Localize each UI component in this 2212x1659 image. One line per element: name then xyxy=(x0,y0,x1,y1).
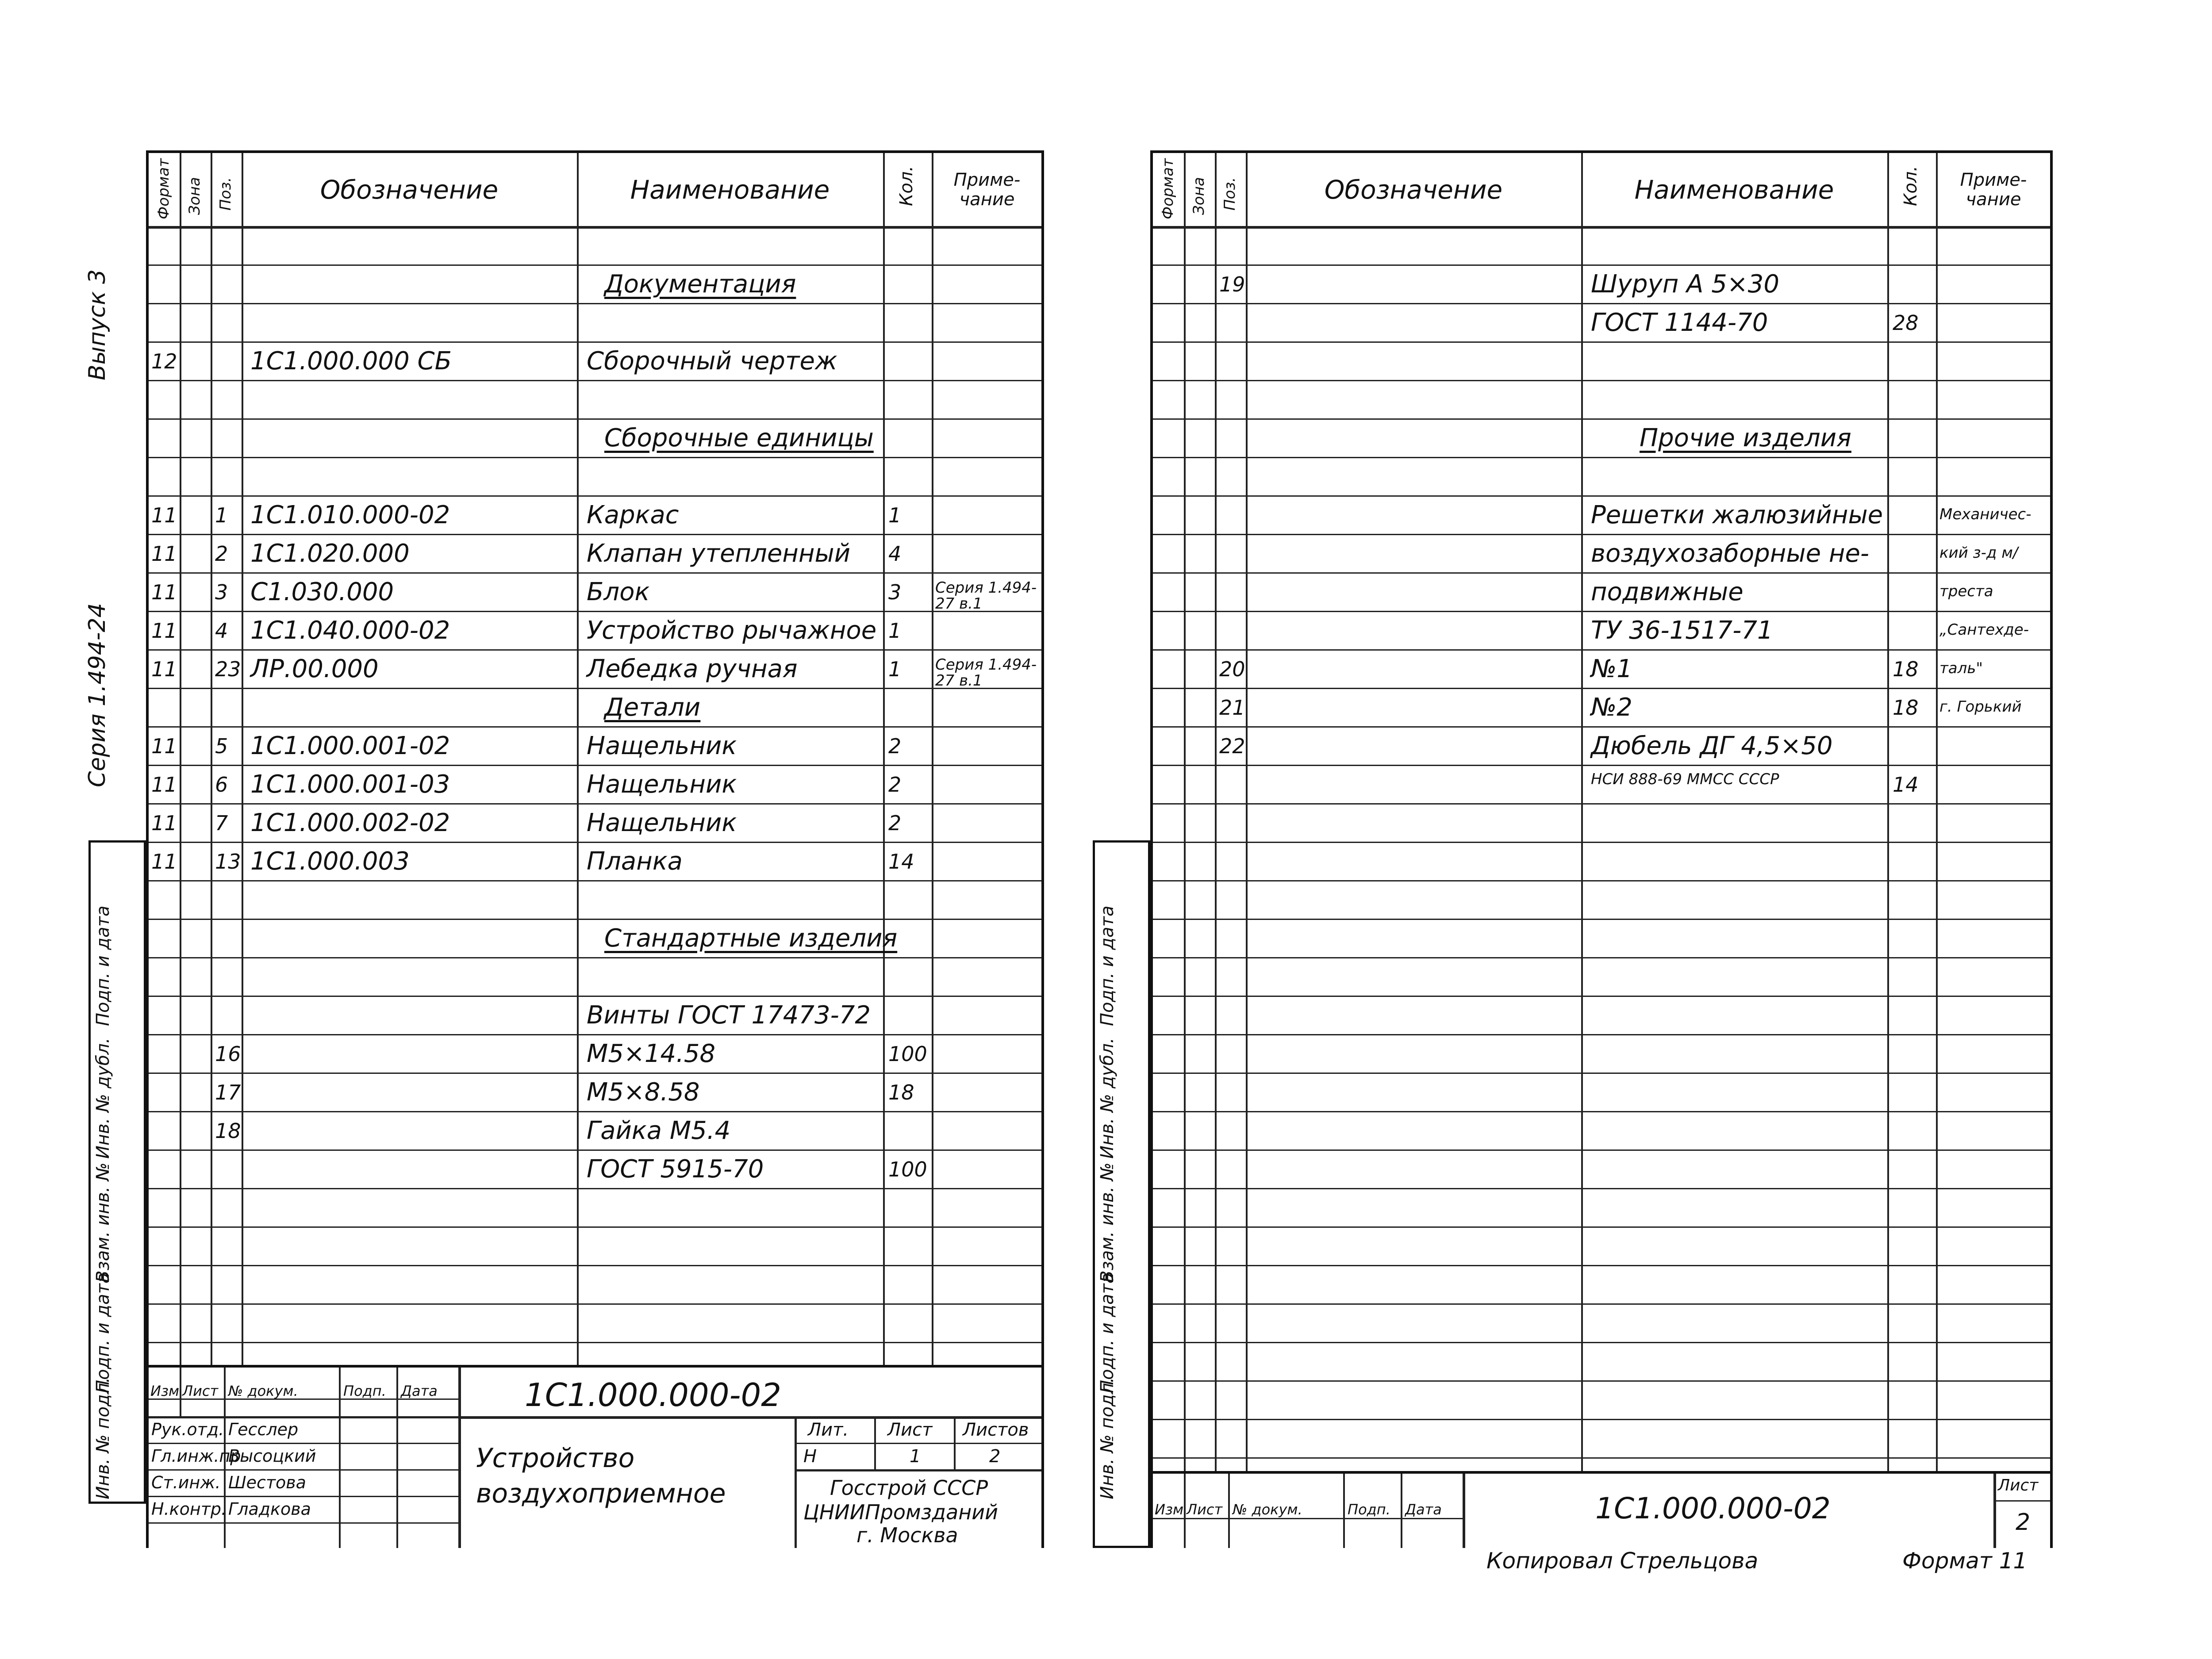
row-line xyxy=(149,534,1041,535)
header-note: Приме-чание xyxy=(953,169,1021,210)
row-format: 11 xyxy=(151,773,177,797)
row-note: „Сантехде- xyxy=(1939,621,2029,639)
row-pos: 1 xyxy=(215,503,228,527)
tb-col-label: № докум. xyxy=(1233,1501,1302,1518)
tb-col-label: Дата xyxy=(1405,1501,1442,1518)
row-qty: 2 xyxy=(888,811,902,835)
row-qty: 1 xyxy=(888,619,902,643)
org-line-3: г. Москва xyxy=(856,1523,958,1547)
row-pos: 17 xyxy=(215,1080,241,1104)
row-pos: 13 xyxy=(215,850,241,874)
row-line xyxy=(149,1149,1041,1151)
header-zone-2: Зона xyxy=(1190,177,1208,215)
row-name: Шуруп А 5×30 xyxy=(1591,270,1780,299)
row-qty: 100 xyxy=(888,1157,927,1181)
side-strip-label: Инв. № дубл. xyxy=(1097,1038,1118,1159)
spec-sheet-2 xyxy=(1150,150,2053,1548)
tb-person: Высоцкий xyxy=(228,1446,316,1466)
row-designation: С1.030.000 xyxy=(250,578,394,606)
tb-person: Гладкова xyxy=(228,1499,311,1519)
row-line xyxy=(149,996,1041,997)
org-line-2: ЦНИИПромзданий xyxy=(803,1500,998,1524)
row-name: воздухозаборные не- xyxy=(1591,539,1870,568)
row-line xyxy=(149,803,1041,805)
row-name: Блок xyxy=(587,578,650,606)
tb-role: Ст.инж. xyxy=(151,1473,221,1492)
row-qty: 1 xyxy=(888,503,902,527)
row-designation: ЛР.00.000 xyxy=(250,655,379,683)
row-qty: 1 xyxy=(888,657,902,681)
row-line xyxy=(1153,1342,2050,1343)
side-strip-label: Инв. № подл. xyxy=(1097,1377,1118,1499)
row-name: Устройство рычажное xyxy=(587,616,877,645)
side-strip-label: Взам. инв. № xyxy=(93,1162,113,1283)
row-line xyxy=(1153,1457,2050,1459)
row-line xyxy=(149,457,1041,458)
row-pos: 3 xyxy=(215,580,228,604)
row-qty: 18 xyxy=(1893,657,1919,681)
row-name: Каркас xyxy=(587,501,679,529)
row-name: М5×8.58 xyxy=(587,1078,700,1107)
row-line xyxy=(1153,1380,2050,1382)
row-qty: 2 xyxy=(888,773,902,797)
row-qty: 100 xyxy=(888,1042,927,1066)
title-block-2 xyxy=(1153,1471,2050,1548)
row-line xyxy=(149,1342,1041,1343)
row-pos: 7 xyxy=(215,811,228,835)
side-strip-label: Взам. инв. № xyxy=(1097,1162,1118,1283)
row-line xyxy=(1153,1226,2050,1228)
sheets-value: 2 xyxy=(989,1446,1001,1467)
doc-code-2: 1С1.000.000-02 xyxy=(1595,1491,1831,1525)
row-name: Решетки жалюзийные xyxy=(1591,501,1883,529)
row-line xyxy=(1153,1073,2050,1074)
row-format: 11 xyxy=(151,542,177,566)
side-strip-label: Подп. и дата xyxy=(1097,1272,1118,1393)
row-pos: 2 xyxy=(215,542,228,566)
tb-col-label: Лист xyxy=(182,1383,219,1399)
tb-role: Рук.отд. xyxy=(151,1420,224,1439)
row-line xyxy=(149,303,1041,304)
row-note: треста xyxy=(1939,582,1993,600)
sheet-value-2: 2 xyxy=(2016,1509,2031,1536)
row-pos: 16 xyxy=(215,1042,241,1066)
row-line xyxy=(1153,1149,2050,1151)
row-line xyxy=(149,495,1041,497)
row-name: Нащельник xyxy=(587,808,737,837)
row-format: 11 xyxy=(151,619,177,643)
row-designation: 1С1.020.000 xyxy=(250,539,410,568)
row-note: кий з-д м/ xyxy=(1939,544,2018,562)
row-line xyxy=(149,880,1041,881)
header-pos-2: Поз. xyxy=(1221,177,1239,211)
row-pos: 22 xyxy=(1219,734,1245,758)
tb-col-label: № докум. xyxy=(228,1383,298,1399)
side-strip-label: Подп. и дата xyxy=(93,905,113,1026)
product-title: Устройство воздухоприемное xyxy=(476,1443,726,1509)
tb-person: Гесслер xyxy=(228,1420,299,1439)
row-line xyxy=(1153,572,2050,574)
tb-col-label: Подп. xyxy=(343,1383,386,1399)
row-line xyxy=(149,418,1041,420)
header-zone: Зона xyxy=(186,177,204,215)
row-line xyxy=(1153,418,2050,420)
row-line xyxy=(1153,1111,2050,1112)
row-name: Нащельник xyxy=(587,770,737,799)
row-line xyxy=(149,572,1041,574)
header-designation: Обозначение xyxy=(320,174,499,205)
row-line xyxy=(1153,495,2050,497)
row-line xyxy=(149,726,1041,728)
row-line xyxy=(1153,1034,2050,1035)
row-line xyxy=(1153,919,2050,920)
row-name: Нащельник xyxy=(587,732,737,760)
row-line xyxy=(149,919,1041,920)
row-designation: 1С1.010.000-02 xyxy=(250,501,450,529)
header-name: Наименование xyxy=(630,174,830,205)
row-name: НСИ 888-69 ММСС СССР xyxy=(1591,770,1779,788)
row-line xyxy=(1153,457,2050,458)
sheets-label: Листов xyxy=(963,1420,1029,1440)
sheet-label-2: Лист xyxy=(1998,1476,2039,1494)
row-format: 12 xyxy=(151,349,177,373)
row-pos: 23 xyxy=(215,657,241,681)
row-line xyxy=(149,1073,1041,1074)
row-name: Гайка М5.4 xyxy=(587,1116,731,1145)
row-pos: 5 xyxy=(215,734,228,758)
row-format: 11 xyxy=(151,734,177,758)
row-qty: 3 xyxy=(888,580,902,604)
row-format: 11 xyxy=(151,503,177,527)
lit-label: Лит. xyxy=(808,1420,849,1440)
tb-role: Гл.инж.пр xyxy=(151,1446,241,1466)
row-line xyxy=(1153,1188,2050,1189)
row-designation: 1С1.000.002-02 xyxy=(250,808,450,837)
row-line xyxy=(149,341,1041,343)
row-line xyxy=(1153,726,2050,728)
tb-col-label: Подп. xyxy=(1348,1501,1390,1518)
row-pos: 18 xyxy=(215,1119,241,1143)
tb-col-label: Лист xyxy=(1187,1501,1223,1518)
series-label: Серия 1.494-24 xyxy=(84,603,111,787)
row-name: М5×14.58 xyxy=(587,1039,716,1068)
row-pos: 20 xyxy=(1219,657,1245,681)
row-note: Серия 1.494-27 в.1 xyxy=(935,579,1037,613)
row-line xyxy=(149,1226,1041,1228)
side-strip-label: Подп. и дата xyxy=(1097,905,1118,1026)
row-name: ГОСТ 5915-70 xyxy=(587,1155,764,1184)
row-name: Клапан утепленный xyxy=(587,539,851,568)
row-line xyxy=(149,1111,1041,1112)
row-line xyxy=(149,688,1041,689)
header-note-2: Приме-чание xyxy=(1960,169,2027,210)
doc-code: 1С1.000.000-02 xyxy=(525,1376,782,1414)
sheet-value: 1 xyxy=(910,1446,921,1467)
tb-person: Шестова xyxy=(228,1473,306,1492)
row-line xyxy=(1153,1303,2050,1305)
tb-role: Н.контр. xyxy=(151,1499,227,1519)
row-line xyxy=(149,380,1041,381)
row-name: Планка xyxy=(587,847,683,876)
row-format: 11 xyxy=(151,850,177,874)
section-heading: Стандартные изделия xyxy=(604,924,898,953)
row-designation: 1С1.000.003 xyxy=(250,847,410,876)
row-name: Сборочный чертеж xyxy=(587,347,837,375)
row-line xyxy=(149,649,1041,651)
header-designation-2: Обозначение xyxy=(1324,174,1503,205)
row-line xyxy=(1153,611,2050,612)
row-line xyxy=(149,765,1041,766)
section-heading: Детали xyxy=(604,693,701,722)
row-qty: 14 xyxy=(1893,773,1919,797)
row-line xyxy=(149,1303,1041,1305)
tb-col-label: Изм xyxy=(1155,1501,1184,1518)
row-format: 11 xyxy=(151,580,177,604)
section-heading: Документация xyxy=(604,270,796,299)
row-line xyxy=(1153,957,2050,958)
row-line xyxy=(1153,803,2050,805)
row-name: ГОСТ 1144-70 xyxy=(1591,308,1768,337)
row-qty: 18 xyxy=(1893,696,1919,720)
row-line xyxy=(1153,880,2050,881)
section-heading: Сборочные единицы xyxy=(604,424,874,452)
row-line xyxy=(1153,765,2050,766)
row-name: Лебедка ручная xyxy=(587,655,798,683)
copied-by: Копировал Стрельцова xyxy=(1486,1548,1759,1574)
row-line xyxy=(149,1265,1041,1266)
row-name: №2 xyxy=(1591,693,1632,722)
side-strip-label: Инв. № подл. xyxy=(93,1377,113,1499)
row-designation: 1С1.000.001-03 xyxy=(250,770,450,799)
tb-col-label: Изм xyxy=(150,1383,180,1399)
header-format: Формат xyxy=(155,158,173,219)
row-line xyxy=(149,264,1041,266)
org-line-1: Госстрой СССР xyxy=(830,1476,988,1500)
header-qty-2: Кол. xyxy=(1901,165,1921,206)
row-format: 11 xyxy=(151,657,177,681)
row-line xyxy=(1153,1265,2050,1266)
row-note: Серия 1.494-27 в.1 xyxy=(935,656,1037,690)
row-line xyxy=(149,1188,1041,1189)
row-line xyxy=(1153,649,2050,651)
row-name: Дюбель ДГ 4,5×50 xyxy=(1591,732,1833,760)
side-strip-label: Инв. № дубл. xyxy=(93,1038,113,1159)
row-pos: 4 xyxy=(215,619,228,643)
row-qty: 2 xyxy=(888,734,902,758)
row-designation: 1С1.000.000 СБ xyxy=(250,347,452,375)
row-name: №1 xyxy=(1591,655,1632,683)
row-line xyxy=(149,957,1041,958)
row-pos: 19 xyxy=(1219,272,1245,296)
row-qty: 28 xyxy=(1893,311,1919,335)
row-line xyxy=(149,842,1041,843)
sheet-label: Лист xyxy=(887,1420,933,1440)
row-line xyxy=(1153,303,2050,304)
row-qty: 18 xyxy=(888,1080,914,1104)
row-pos: 21 xyxy=(1219,696,1245,720)
header-name-2: Наименование xyxy=(1634,174,1834,205)
row-note: Механичес- xyxy=(1939,506,2032,523)
row-qty: 14 xyxy=(888,850,914,874)
row-line xyxy=(149,611,1041,612)
format-label: Формат 11 xyxy=(1902,1548,2028,1574)
row-name: Винты ГОСТ 17473-72 xyxy=(587,1001,871,1030)
row-qty: 4 xyxy=(888,542,902,566)
row-line xyxy=(1153,1419,2050,1420)
row-line xyxy=(1153,688,2050,689)
row-designation: 1С1.000.001-02 xyxy=(250,732,450,760)
row-format: 11 xyxy=(151,811,177,835)
row-line xyxy=(149,1034,1041,1035)
title-block xyxy=(149,1365,1041,1548)
side-strip-label: Подп. и дата xyxy=(93,1272,113,1393)
row-pos: 6 xyxy=(215,773,228,797)
row-line xyxy=(1153,996,2050,997)
row-line xyxy=(1153,380,2050,381)
row-note: г. Горький xyxy=(1939,698,2022,716)
row-line xyxy=(1153,534,2050,535)
row-line xyxy=(1153,842,2050,843)
lit-value: Н xyxy=(803,1446,817,1467)
row-name: подвижные xyxy=(1591,578,1743,606)
issue-label: Выпуск 3 xyxy=(84,269,111,380)
spec-sheet-1 xyxy=(146,150,1044,1548)
row-name: ТУ 36-1517-71 xyxy=(1591,616,1773,645)
header-pos: Поз. xyxy=(217,177,234,211)
header-format-2: Формат xyxy=(1159,158,1177,219)
header-qty: Кол. xyxy=(896,165,917,206)
row-line xyxy=(1153,341,2050,343)
row-note: таль" xyxy=(1939,659,1983,677)
section-heading: Прочие изделия xyxy=(1640,424,1851,452)
row-designation: 1С1.040.000-02 xyxy=(250,616,450,645)
tb-col-label: Дата xyxy=(401,1383,438,1399)
row-line xyxy=(1153,264,2050,266)
